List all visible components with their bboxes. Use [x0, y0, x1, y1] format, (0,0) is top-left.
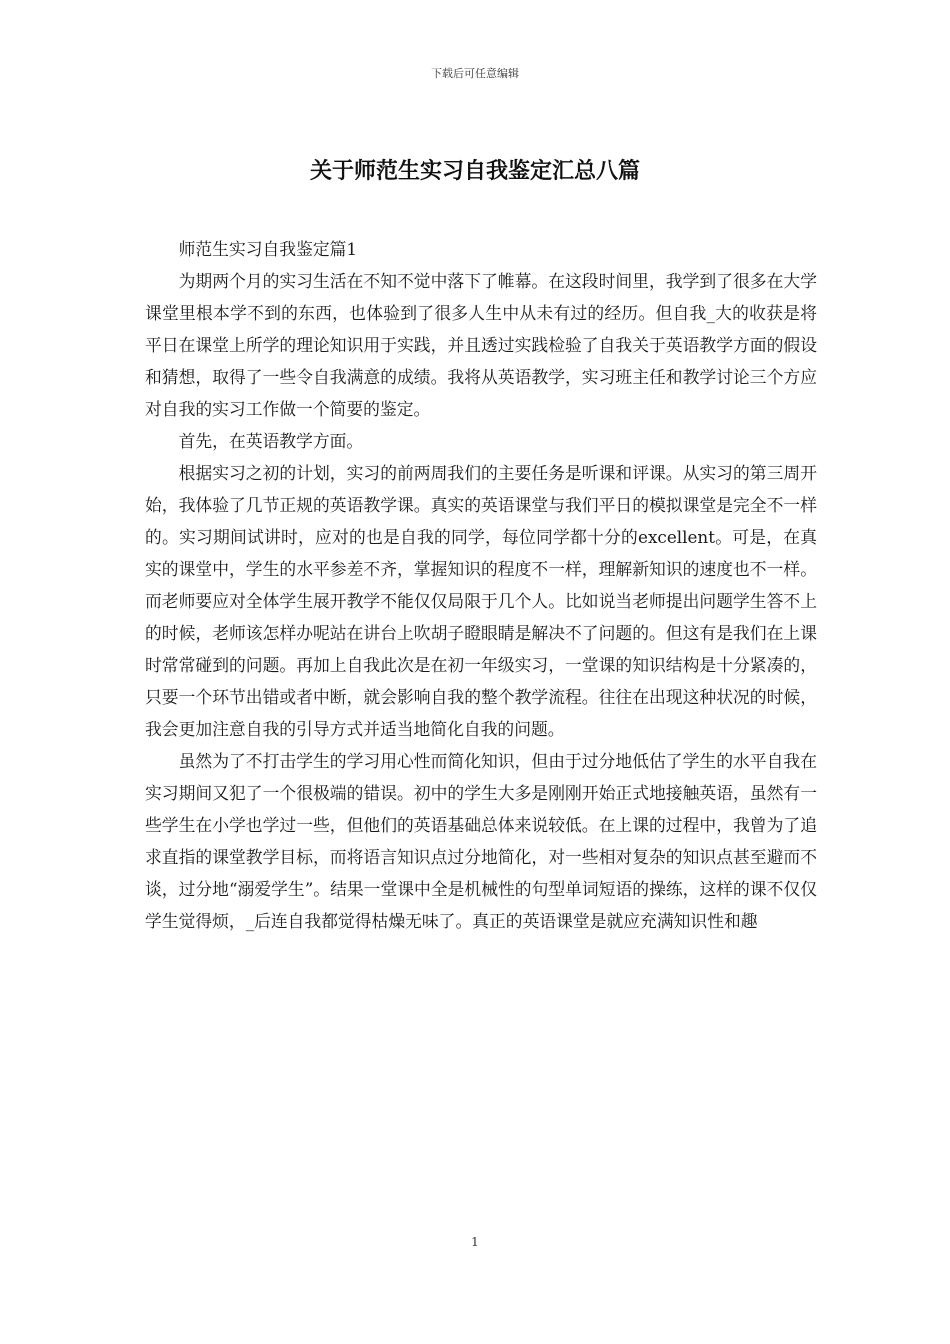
document-title: 关于师范生实习自我鉴定汇总八篇 [309, 158, 640, 184]
page-header: 下载后可任意编辑 [431, 67, 519, 80]
body-paragraph: 根据实习之初的计划，实习的前两周我们的主要任务是听课和评课。从实习的第三周开始，我体验了几节正规的英语教学课。真实的英语课堂与我们平日的模拟课堂是完全不一样的。实习期间试讲时，应对的也是自我的同学，每位同学都十分的excellent。可是，在真实的课堂中，学生的水平参差不齐，掌握知识的程度不一样，理解新知识的速度也不一样。而老师要应对全体学生展开教学不能仅仅局限于几个人。比如说当老师提出问题学生答不上的时候，老师该怎样办呢站在讲台上吹胡子瞪眼睛是解决不了问题的。但这有是我们在上课时常常碰到的问题。再加上自我此次是在初一年级实习，一堂课的知识结构是十分紧凑的，只要一个环节出错或者中断，就会影响自我的整个教学流程。往往在出现这种状况的时候，我会更加注意自我的引导方式并适当地简化自我的问题。 [145, 463, 817, 739]
body-paragraph: 为期两个月的实习生活在不知不觉中落下了帷幕。在这段时间里，我学到了很多在大学课堂里根本学不到的东西，也体验到了很多人生中从未有过的经历。但自我_大的收获是将平日在课堂上所学的理论知识用于实践，并且透过实践检验了自我关于英语教学方面的假设和猜想，取得了一些令自我满意的成绩。我将从英语教学，实习班主任和教学讨论三个方应对自我的实习工作做一个简要的鉴定。 [145, 271, 817, 419]
page-number: 1 [471, 1235, 479, 1249]
body-paragraph: 虽然为了不打击学生的学习用心性而简化知识，但由于过分地低估了学生的水平自我在实习期间又犯了一个很极端的错误。初中的学生大多是刚刚开始正式地接触英语，虽然有一些学生在小学也学过一些，但他们的英语基础总体来说较低。在上课的过程中，我曾为了追求直指的课堂教学目标，而将语言知识点过分地简化，对一些相对复杂的知识点甚至避而不谈，过分地“溺爱学生”。结果一堂课中全是机械性的句型单词短语的操练，这样的课不仅仅学生觉得烦，_后连自我都觉得枯燥无味了。真正的英语课堂是就应充满知识性和趣 [145, 751, 817, 931]
section-heading: 师范生实习自我鉴定篇1 [178, 239, 358, 259]
document-body [145, 233, 817, 937]
body-paragraph: 首先，在英语教学方面。 [178, 431, 364, 451]
